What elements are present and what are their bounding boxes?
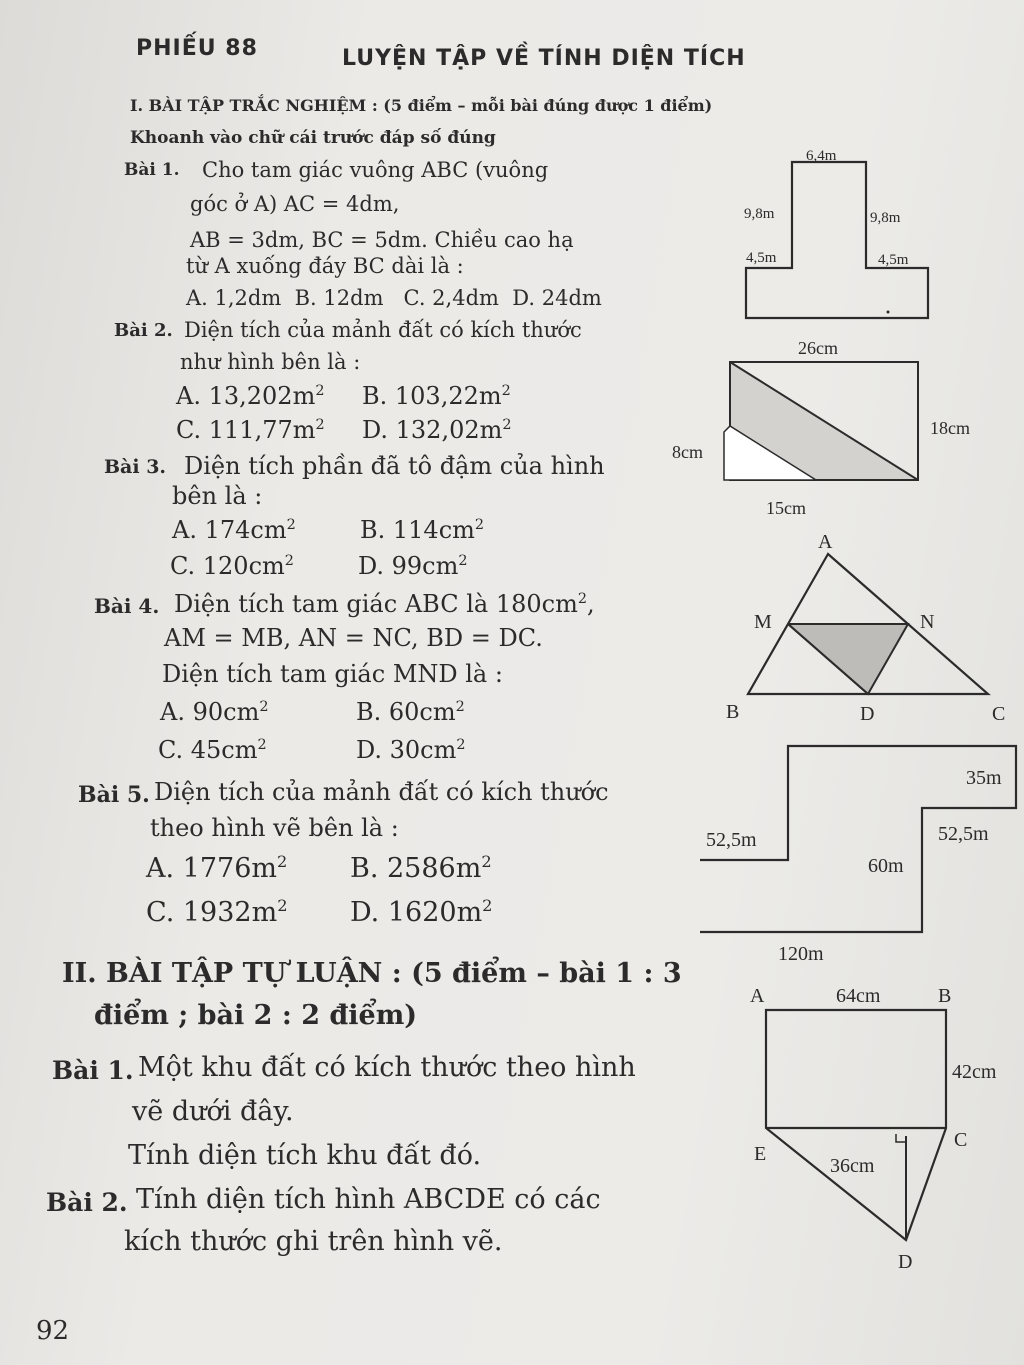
fig3-label-b: B: [726, 701, 740, 723]
q4-line2: AM = MB, AN = NC, BD = DC.: [164, 624, 543, 652]
q5-option-d: D. $1620m^2$: [350, 896, 493, 928]
q4-option-c: C. $45cm^2$: [158, 736, 267, 764]
q3-option-b: B. $114cm^2$: [360, 516, 485, 544]
fig5-label-d: D: [898, 1251, 913, 1273]
p1-line: vẽ dưới đây.: [132, 1096, 294, 1127]
q5-option-b: B. $2586m^2$: [350, 852, 492, 884]
q5-label: Bài 5.: [78, 782, 150, 808]
q3-line: bên là :: [172, 482, 263, 510]
q3-line: Diện tích phần đã tô đậm của hình: [184, 452, 605, 480]
section2-title-cont: điểm ; bài 2 : 2 điểm): [94, 1000, 418, 1031]
q2-option-a: A. $13,202m^2$: [176, 382, 325, 410]
figure-shaded-rectangle: [668, 332, 988, 522]
q3-option-d: D. $99cm^2$: [358, 552, 468, 580]
fig1-left-lower-label: 4,5m: [746, 250, 777, 266]
p1-label: Bài 1.: [52, 1056, 134, 1085]
section1-instruction: Khoanh vào chữ cái trước đáp số đúng: [130, 128, 496, 148]
q3-option-a: A. $174cm^2$: [172, 516, 296, 544]
fig2-left-label: 8cm: [672, 442, 703, 462]
fig5-height-label: 36cm: [830, 1155, 875, 1177]
q1-line: Cho tam giác vuông ABC (vuông: [202, 158, 549, 182]
fig4-bottom-label: 120m: [778, 943, 824, 965]
fig3-label-a: A: [818, 531, 833, 553]
q4-line1: Diện tích tam giác ABC là $180cm^2$,: [174, 590, 595, 618]
p1-line: Một khu đất có kích thước theo hình: [138, 1052, 636, 1083]
fig3-label-n: N: [920, 611, 935, 633]
figure-t-shape: [736, 140, 946, 325]
figure-pentagon-abcde: [742, 976, 1024, 1276]
q1-line: góc ở A) AC = 4dm,: [190, 192, 400, 216]
worksheet-code: PHIẾU 88: [136, 36, 258, 61]
q4-option-b: B. $60cm^2$: [356, 698, 465, 726]
section1-title: I. BÀI TẬP TRẮC NGHIỆM : (5 điểm – mỗi bài đúng được 1 điểm): [130, 96, 713, 115]
fig5-label-c: C: [954, 1129, 968, 1151]
q4-line3: Diện tích tam giác MND là :: [162, 660, 503, 688]
q1-label: Bài 1.: [124, 160, 180, 180]
fig2-top-label: 26cm: [798, 338, 838, 358]
fig4-left-label: 52,5m: [706, 829, 757, 851]
fig1-top-label: 6,4m: [806, 148, 837, 164]
fig5-label-e: E: [754, 1143, 767, 1165]
q1-line: từ A xuống đáy BC dài là :: [186, 254, 464, 278]
fig5-label-b: B: [938, 985, 952, 1007]
q5-line: Diện tích của mảnh đất có kích thước: [154, 778, 609, 806]
q4-option-a: A. $90cm^2$: [160, 698, 269, 726]
fig5-right-label: 42cm: [952, 1061, 997, 1083]
p2-line: kích thước ghi trên hình vẽ.: [124, 1226, 503, 1257]
fig5-top-label: 64cm: [836, 985, 881, 1007]
fig1-left-upper-label: 9,8m: [744, 206, 775, 222]
q2-label: Bài 2.: [114, 320, 173, 341]
q2-option-b: B. $103,22m^2$: [362, 382, 511, 410]
p1-line: Tính diện tích khu đất đó.: [128, 1140, 482, 1171]
q2-line: Diện tích của mảnh đất có kích thước: [184, 318, 582, 342]
section2-title: II. BÀI TẬP TỰ LUẬN : (5 điểm – bài 1 : 3: [62, 958, 682, 989]
fig3-label-d: D: [860, 703, 875, 725]
fig4-right-label: 52,5m: [938, 823, 989, 845]
q2-option-d: D. $132,02m^2$: [362, 416, 512, 444]
q4-option-d: D. $30cm^2$: [356, 736, 466, 764]
figure-stepped-plot: [700, 738, 1024, 970]
q4-label: Bài 4.: [94, 594, 160, 618]
q1-line: AB = 3dm, BC = 5dm. Chiều cao hạ: [190, 228, 574, 252]
q5-line: theo hình vẽ bên là :: [150, 814, 399, 842]
q2-line: như hình bên là :: [180, 350, 361, 374]
q2-option-c: C. $111,77m^2$: [176, 416, 325, 444]
fig4-inner-label: 60m: [868, 855, 904, 877]
p2-label: Bài 2.: [46, 1188, 128, 1217]
q1-options: A. 1,2dm B. 12dm C. 2,4dm D. 24dm: [186, 286, 602, 310]
q5-option-c: C. $1932m^2$: [146, 896, 288, 928]
fig3-label-c: C: [992, 703, 1006, 725]
q3-option-c: C. $120cm^2$: [170, 552, 294, 580]
page-title: LUYỆN TẬP VỀ TÍNH DIỆN TÍCH: [342, 46, 746, 71]
fig1-right-lower-label: 4,5m: [878, 252, 909, 268]
figure-triangle-mnd: [718, 528, 1024, 728]
q3-label: Bài 3.: [104, 456, 167, 478]
fig2-bottom-label: 15cm: [766, 498, 806, 518]
fig5-label-a: A: [750, 985, 765, 1007]
fig4-right-top-label: 35m: [966, 767, 1002, 789]
q5-option-a: A. $1776m^2$: [146, 852, 288, 884]
fig2-right-label: 18cm: [930, 418, 970, 438]
fig1-right-upper-label: 9,8m: [870, 210, 901, 226]
p2-line: Tính diện tích hình ABCDE có các: [136, 1184, 601, 1215]
page-number: 92: [36, 1316, 70, 1346]
fig3-label-m: M: [754, 611, 772, 633]
